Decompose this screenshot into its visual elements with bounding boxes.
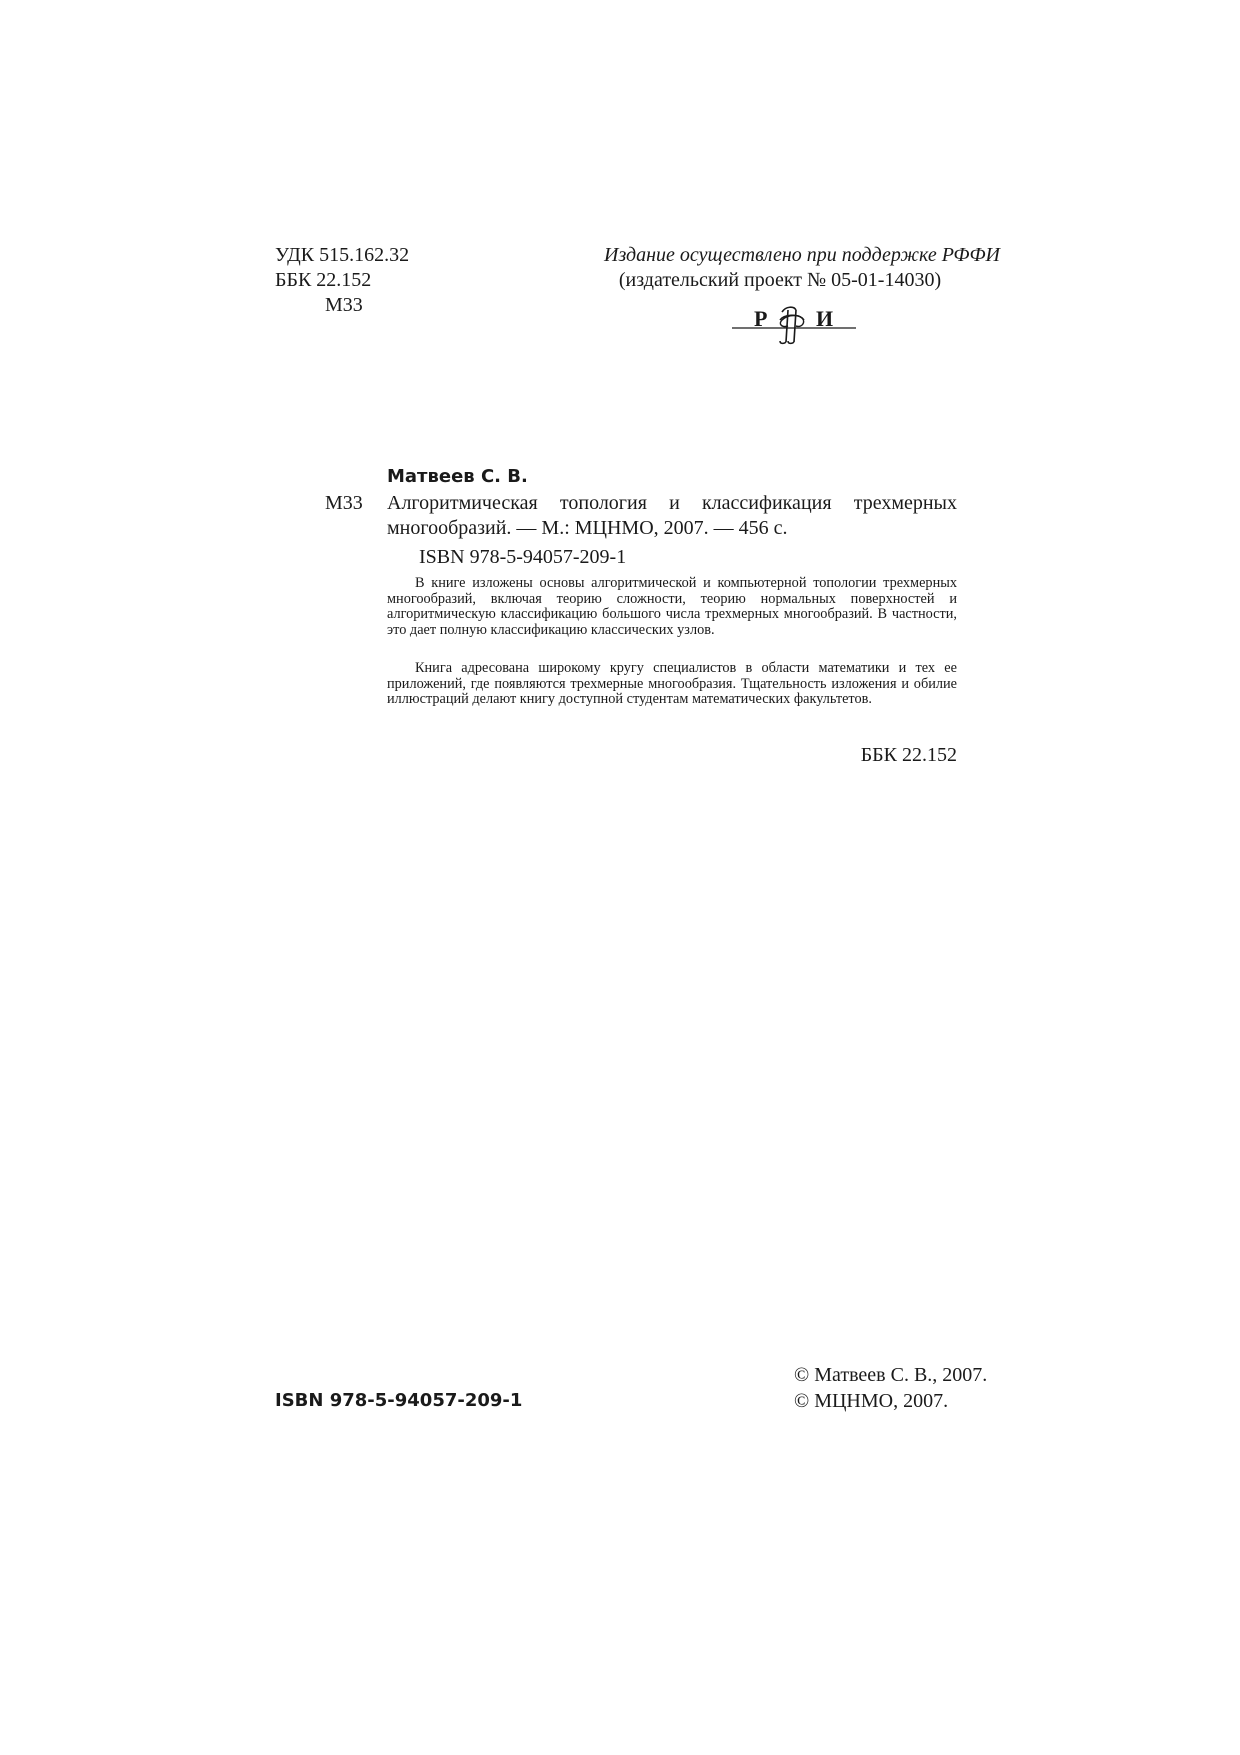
svg-text:И: И xyxy=(816,306,834,331)
entry-isbn: ISBN 978-5-94057-209-1 xyxy=(419,546,627,568)
entry-description-line2: многообразий. — М.: МЦНМО, 2007. — 456 с. xyxy=(387,517,788,539)
footer-isbn: ISBN 978-5-94057-209-1 xyxy=(275,1390,523,1411)
project-number: (издательский проект № 05-01-14030) xyxy=(618,269,942,291)
abstract-paragraph-2: Книга адресована широкому кругу специалистов в области математики и тех ее приложений, где появляются трехмерные многообразия. Тщательность изложения и обилие иллюстраций делают книгу доступной студентам математических факультетов. xyxy=(387,660,957,708)
bbk-code: ББК 22.152 xyxy=(275,269,372,291)
rffi-logo-graphic xyxy=(730,300,860,345)
copyright-author: © Матвеев С. В., 2007. xyxy=(794,1364,988,1386)
support-notice: Издание осуществлено при поддержке РФФИ xyxy=(604,244,1000,266)
rffi-logo xyxy=(730,300,860,345)
entry-bbk: ББК 22.152 xyxy=(860,744,957,766)
svg-text:Р: Р xyxy=(754,306,768,331)
entry-author: Матвеев С. В. xyxy=(387,466,528,487)
copyright-publisher: © МЦНМО, 2007. xyxy=(794,1390,949,1412)
entry-description-line1: Алгоритмическая топология и классификация трехмерных xyxy=(387,492,957,514)
author-mark: М33 xyxy=(325,294,363,316)
entry-mark: М33 xyxy=(325,492,363,514)
abstract-paragraph-1: В книге изложены основы алгоритмической и компьютерной топологии трехмерных многообразий, включая теорию сложности, теорию нормальных поверхностей и алгоритмическую классификацию большого числа трехмерных многообразий. В частности, это дает полную классификацию классических узлов. xyxy=(387,575,957,638)
udk-code: УДК 515.162.32 xyxy=(275,244,410,266)
